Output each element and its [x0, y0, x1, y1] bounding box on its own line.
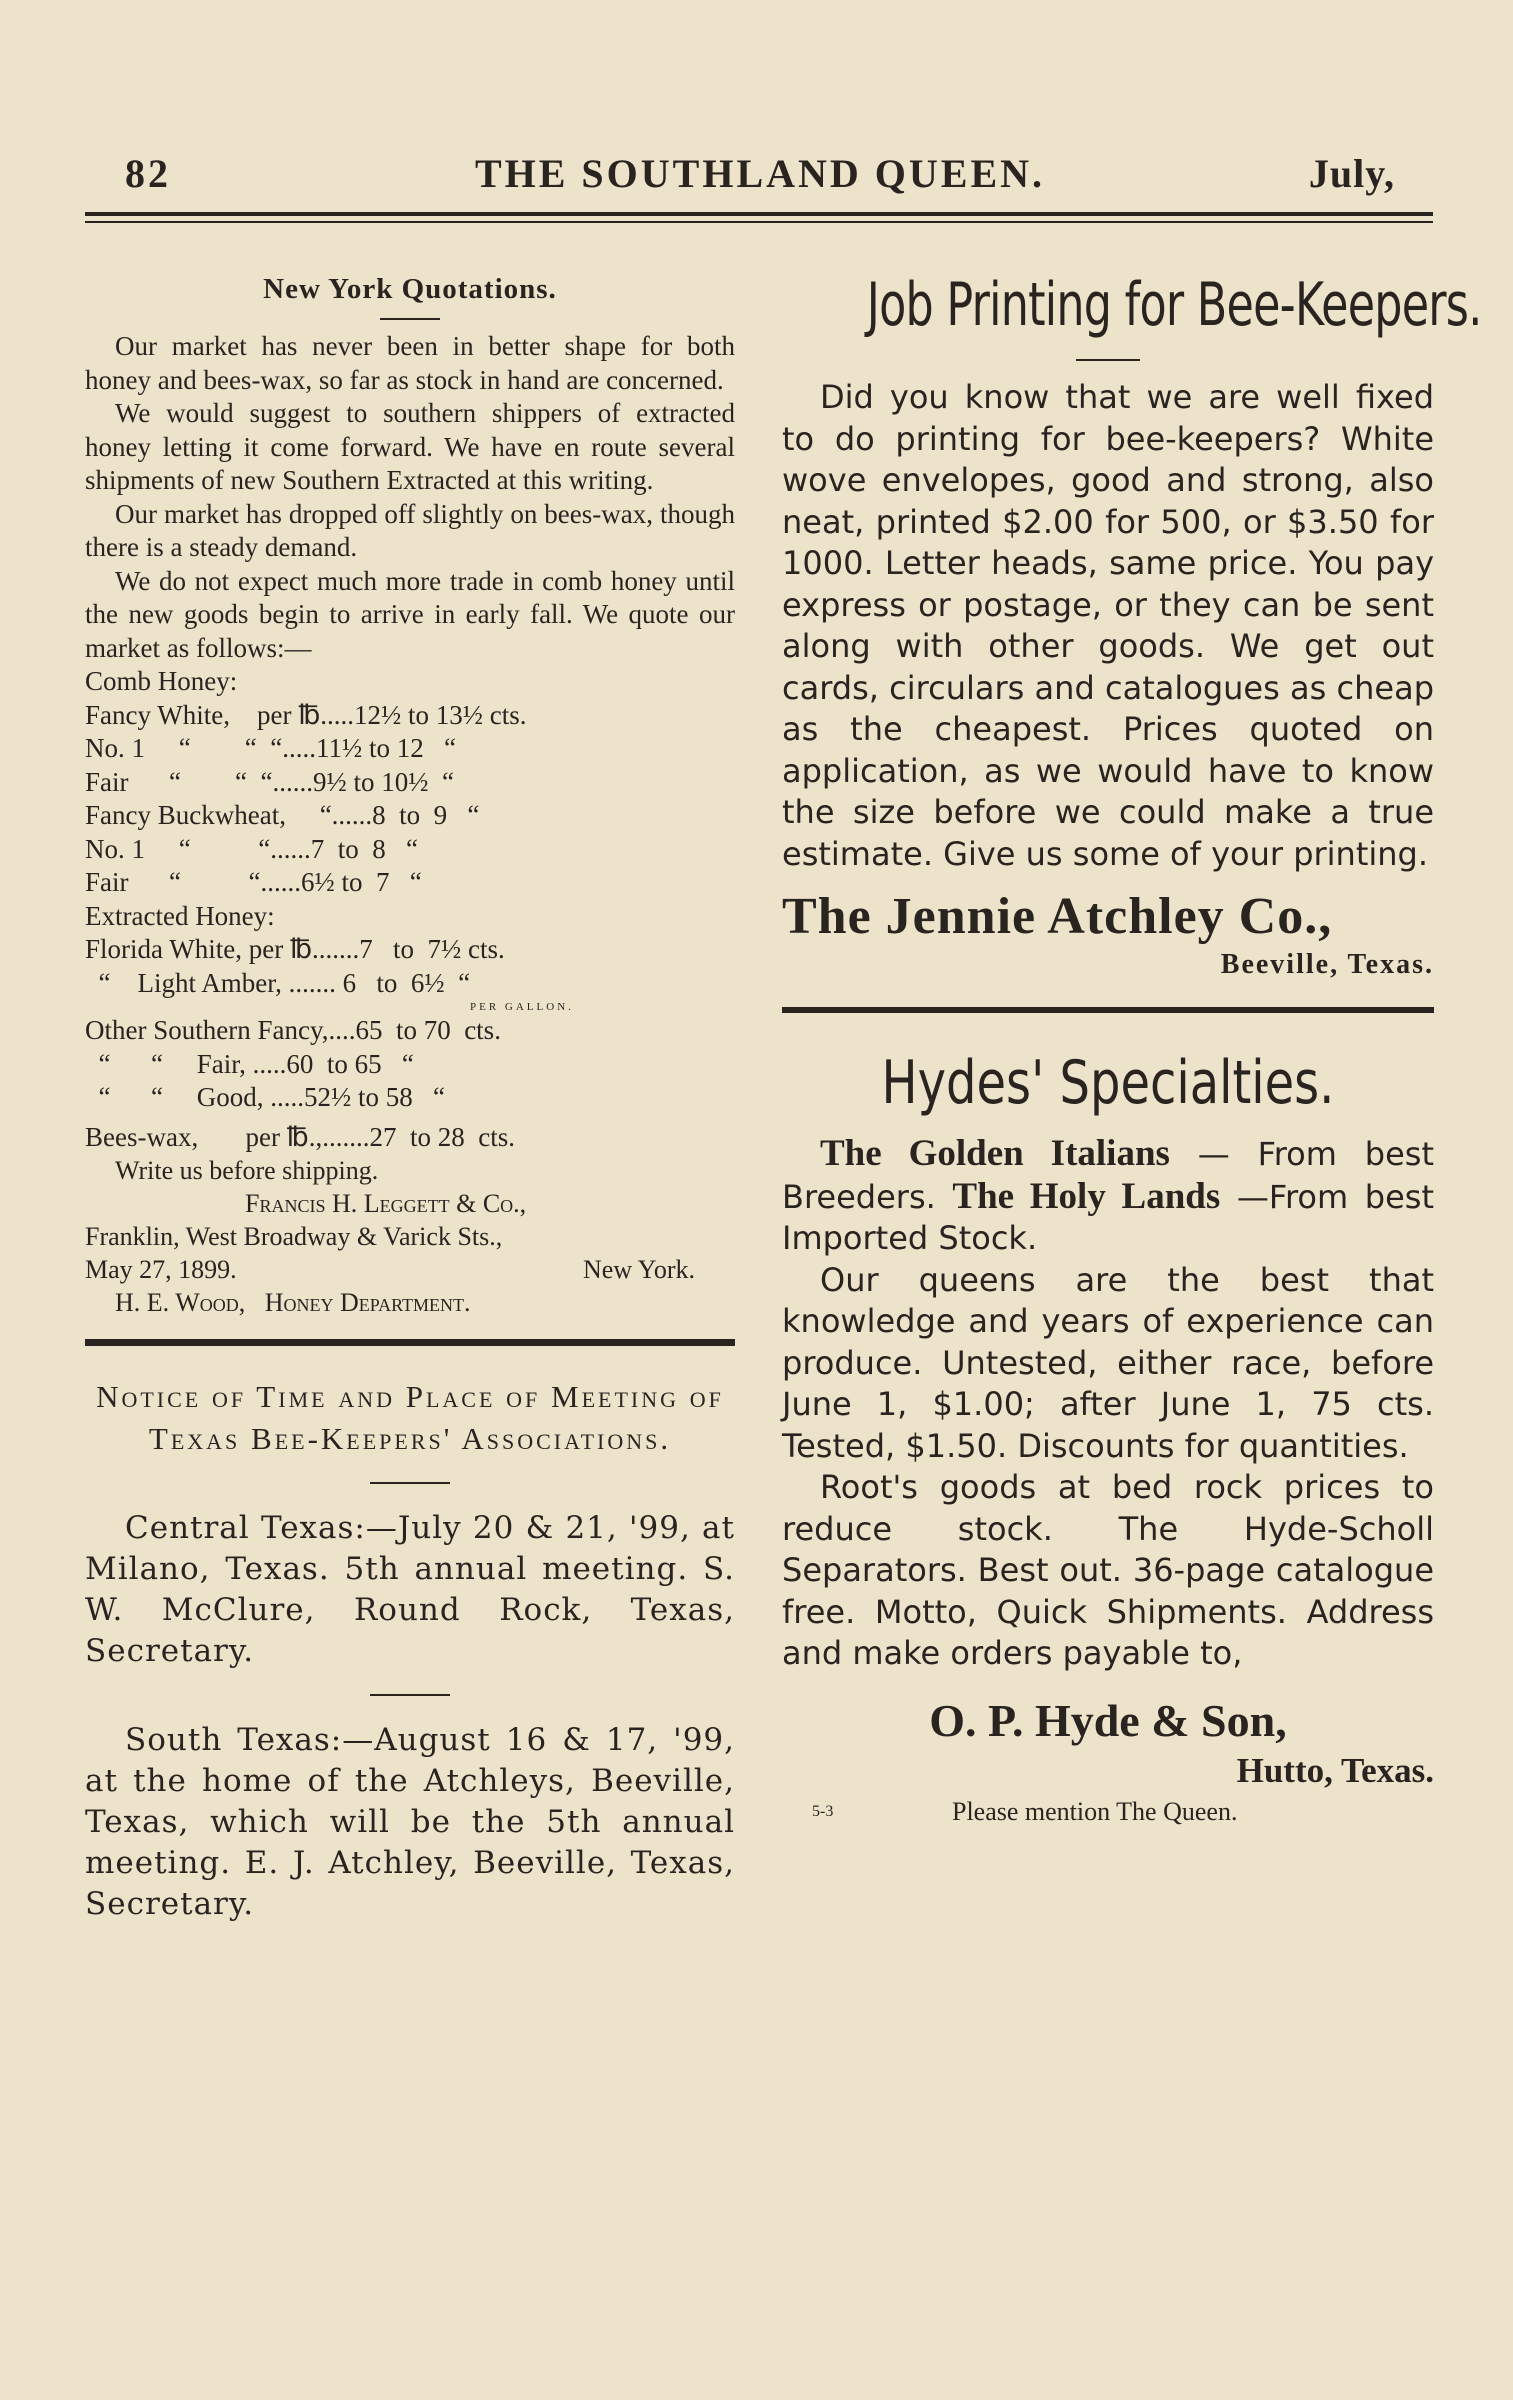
- hyde-intro: [782, 1133, 1434, 1260]
- ny-date: May 27, 1899.: [85, 1255, 237, 1284]
- running-header: [85, 150, 1435, 210]
- price-row: “ “ Good, .....52½ to 58 “: [85, 1082, 445, 1112]
- price-row: No. 1 “ “......7 to 8 “: [85, 833, 418, 864]
- journal-title: THE SOUTHLAND QUEEN.: [474, 151, 1046, 196]
- price-row: “ Light Amber, ....... 6 to 6½ “: [85, 967, 471, 998]
- price-row: Fancy Buckwheat, “......8 to 9 “: [85, 800, 480, 830]
- page-number: 82: [125, 151, 171, 196]
- ny-paragraph: We would suggest to southern shippers of extracted honey letting it come forward. We have en route several shipments of new Southern Extracted at this writing.: [85, 398, 735, 495]
- divider: [370, 1694, 450, 1696]
- price-row: Fair “ “ “......9½ to 10½ “: [85, 766, 454, 797]
- left-column: [85, 265, 735, 1925]
- price-row: Fancy White, per ℔.....12½ to 13½ cts.: [85, 699, 527, 730]
- divider: [380, 318, 440, 320]
- hyde-queens-paragraph: Our queens are the best that knowledge and years of experience can produce. Untested, either race, before June 1, $1.00; after June 1, 75 cts. Tested, $1.50. Discounts for quantities.: [782, 1260, 1434, 1465]
- ny-city: New York.: [583, 1255, 695, 1284]
- ny-quotations-title: New York Quotations.: [263, 273, 557, 305]
- atchley-town: Beeville, Texas.: [1220, 949, 1434, 980]
- central-texas-notice: Central Texas:—July 20 & 21, '99, at Milano, Texas. 5th annual meeting. S. W. McClure, Round Rock, Texas, Secretary.: [85, 1510, 735, 1669]
- ad-code: 5-3: [812, 1802, 834, 1820]
- hyde-goods-paragraph: Root's goods at bed rock prices to reduce stock. The Hyde-Scholl Separators. Best out. 36-page catalogue free. Motto, Quick Shipments. Address and make orders payable to,: [782, 1468, 1434, 1672]
- price-row: Bees-wax, per ℔.,.......27 to 28 cts.: [85, 1121, 516, 1152]
- price-row: Florida White, per ℔.......7 to 7½ cts.: [85, 934, 505, 964]
- divider: [1076, 359, 1140, 361]
- issue-month: July,: [1308, 151, 1395, 196]
- ny-paragraph: Our market has never been in better shape for both honey and bees-wax, so far as stock in hand are concerned.: [85, 331, 735, 395]
- section-divider: [85, 1339, 735, 1346]
- ny-closing: Write us before shipping.: [115, 1156, 379, 1185]
- ny-paragraph: We do not expect much more trade in comb honey until the new goods begin to arrive in early fall. We quote our market as follows:—: [85, 565, 735, 663]
- hydes-specialties-title: Hydes' Specialties.: [881, 1048, 1335, 1118]
- notice-title: Notice of Time and Place of Meeting of Texas Bee-Keepers' Associations.: [96, 1379, 724, 1456]
- per-gallon-label: PER GALLON.: [470, 1001, 574, 1013]
- golden-italians: The Golden Italians: [820, 1133, 1170, 1174]
- ny-signature: Francis H. Leggett & Co.,: [245, 1189, 527, 1218]
- job-printing-body: Did you know that we are well fixed to do printing for bee-keepers? White wove envelopes, good and strong, also neat, printed $2.00 for 500, or $3.50 for 1000. Letter heads, same price. You pay express or postage, or they can be sent along with other goods. We get out cards, circulars and catalogues as cheap as the cheapest. Prices quoted on application, as we would have to know the size before we could make a true estimate. Give us some of your printing.: [782, 378, 1434, 873]
- right-column: [782, 265, 1482, 1831]
- south-texas-notice: South Texas:—August 16 & 17, '99, at the home of the Atchleys, Beeville, Texas, which will be the 5th annual meeting. E. J. Atchley, Beeville, Texas, Secretary.: [85, 1722, 735, 1922]
- price-row: Other Southern Fancy,....65 to 70 cts.: [85, 1015, 501, 1045]
- price-row: No. 1 “ “ “.....11½ to 12 “: [85, 733, 456, 763]
- atchley-company: The Jennie Atchley Co.,: [782, 888, 1333, 945]
- holy-lands: The Holy Lands: [952, 1175, 1221, 1217]
- header-rule-thin: [85, 221, 1433, 223]
- divider: [370, 1482, 450, 1484]
- comb-honey-label: Comb Honey:: [85, 666, 238, 696]
- header-rule: [85, 212, 1433, 216]
- price-row: Fair “ “......6½ to 7 “: [85, 867, 422, 897]
- mention-notice: Please mention The Queen.: [952, 1796, 1238, 1826]
- holy-lands-desc: —From best Imported Stock.: [782, 1177, 1435, 1257]
- hyde-town: Hutto, Texas.: [1236, 1750, 1434, 1790]
- ny-address: Franklin, West Broadway & Varick Sts.,: [85, 1222, 503, 1251]
- ny-department: H. E. Wood, Honey Department.: [115, 1288, 471, 1317]
- extracted-honey-label: Extracted Honey:: [85, 900, 275, 931]
- section-divider: [782, 1007, 1434, 1013]
- ny-date-line: [85, 1253, 735, 1286]
- job-printing-title: Job Printing for Bee-Keepers.: [866, 270, 1482, 340]
- hyde-company: O. P. Hyde & Son,: [929, 1694, 1287, 1746]
- golden-italians-desc: — From best Breeders.: [782, 1135, 1435, 1216]
- ny-paragraph: Our market has dropped off slightly on bees-wax, though there is a steady demand.: [85, 498, 735, 562]
- ad-footer: [782, 1797, 1434, 1831]
- price-row: “ “ Fair, .....60 to 65 “: [85, 1048, 414, 1079]
